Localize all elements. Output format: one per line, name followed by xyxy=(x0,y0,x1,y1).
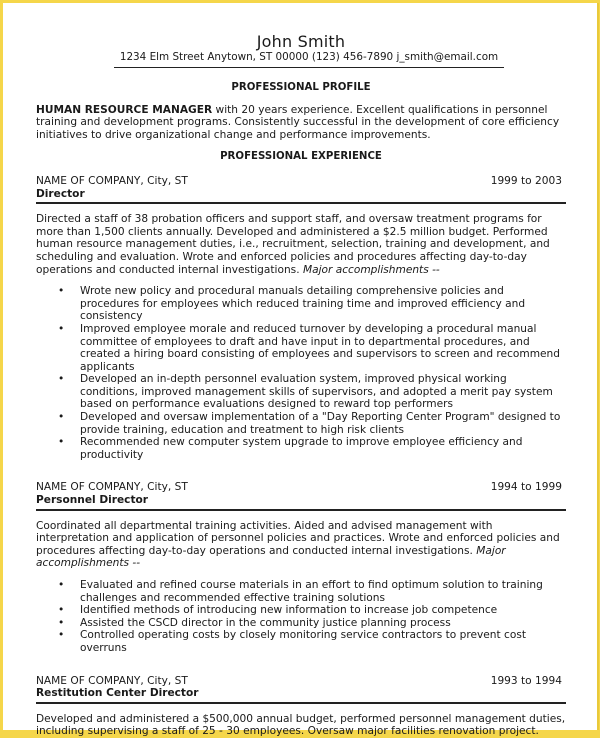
job-company: NAME OF COMPANY, City, ST xyxy=(36,674,188,687)
list-item-text: Controlled operating costs by closely monitoring service contractors to prevent cost overruns xyxy=(80,629,527,654)
list-item xyxy=(58,579,566,604)
list-item-text: Improved employee morale and reduced turnover by developing a procedural manual committee of employees to draft and have input in to departmental procedures, and created a hiring board consisting of employees and supervisors to screen and recommend applicants xyxy=(80,322,560,373)
job-entry xyxy=(36,175,566,461)
page-frame xyxy=(3,3,599,738)
accomplishment-list xyxy=(36,285,566,461)
list-item xyxy=(58,629,566,654)
list-item-text: Developed an in-depth personnel evaluation system, improved physical working conditions, improved management skills of supervisors, and adopted a merit pay system based on performance evaluations designed to reward top performers xyxy=(80,373,553,411)
job-description xyxy=(36,713,566,738)
job-description-text: Developed and administered a $500,000 annual budget, performed personnel management duties, including supervising a staff of 25 - 30 employees. Oversaw major facilities renovation project. xyxy=(36,712,566,738)
candidate-name: John Smith xyxy=(256,32,346,51)
job-description xyxy=(36,520,566,570)
job-entry xyxy=(36,481,566,654)
bullet-icon: • xyxy=(58,322,65,335)
list-item-text: Wrote new policy and procedural manuals detailing comprehensive policies and procedures for employees which reduced training time and improved efficiency and consistency xyxy=(80,285,526,323)
bullet-icon: • xyxy=(58,436,65,449)
accomplishments-label: Major accomplishments -- xyxy=(36,544,506,570)
bullet-icon: • xyxy=(58,616,65,629)
profile-lead: HUMAN RESOURCE MANAGER xyxy=(36,103,213,116)
bullet-icon: • xyxy=(58,373,65,386)
list-item xyxy=(58,373,566,411)
profile-heading: PROFESSIONAL PROFILE xyxy=(231,82,371,93)
job-title: Restitution Center Director xyxy=(36,687,566,704)
job-description-text: Coordinated all departmental training activities. Aided and advised management with interpretation and application of personnel policies and practices. Wrote and enforced policies and procedures affecting day-to-day operations and conducted internal investigations. xyxy=(36,519,560,557)
job-entry xyxy=(36,675,566,738)
list-item xyxy=(58,323,566,373)
list-item-text: Recommended new computer system upgrade to improve employee efficiency and productivity xyxy=(80,436,523,461)
list-item-text: Evaluated and refined course materials in an effort to find optimum solution to training challenges and recommended effective training solutions xyxy=(80,579,543,604)
bullet-icon: • xyxy=(58,285,65,298)
list-item xyxy=(58,411,566,436)
bullet-icon: • xyxy=(58,604,65,617)
accomplishment-list xyxy=(36,579,566,655)
job-header xyxy=(36,675,566,704)
bullet-icon: • xyxy=(58,411,65,424)
resume-page xyxy=(36,3,566,738)
job-dates: 1994 to 1999 xyxy=(490,481,562,494)
job-dates: 1993 to 1994 xyxy=(490,674,562,687)
profile-text: with 20 years experience. Excellent qualifications in personnel training and development programs. Consistently successful in the development of core efficiency initiatives to drive organizational change and performance improvements. xyxy=(36,103,560,141)
accomplishments-label: Major accomplishments -- xyxy=(302,263,440,276)
job-header xyxy=(36,175,566,204)
list-item-text: Identified methods of introducing new information to increase job competence xyxy=(80,604,498,617)
job-company: NAME OF COMPANY, City, ST xyxy=(36,174,188,187)
job-description-text: Directed a staff of 38 probation officers and support staff, and oversaw treatment programs for more than 1,500 clients annually. Developed and administered a $2.5 million budget. Performed human resource management duties, i.e., recruitment, selection, training and development, and scheduling and evaluation. Wrote and enforced policies and procedures affecting day-to-day operations and conducted internal investigations. xyxy=(36,213,550,276)
list-item xyxy=(58,436,566,461)
profile-paragraph xyxy=(36,104,566,142)
list-item xyxy=(58,285,566,323)
job-description xyxy=(36,213,566,276)
list-item-text: Assisted the CSCD director in the community justice planning process xyxy=(80,616,451,629)
list-item xyxy=(58,604,566,617)
job-title: Director xyxy=(36,188,566,205)
contact-line: 1234 Elm Street Anytown, ST 00000 (123) 456-7890 j_smith@email.com xyxy=(114,51,504,68)
list-item xyxy=(58,617,566,630)
bullet-icon: • xyxy=(58,629,65,642)
bullet-icon: • xyxy=(58,579,65,591)
job-title: Personnel Director xyxy=(36,494,566,511)
list-item-text: Developed and oversaw implementation of a "Day Reporting Center Program" designed to provide training, education and treatment to high risk clients xyxy=(80,411,561,436)
job-dates: 1999 to 2003 xyxy=(490,174,562,187)
job-company: NAME OF COMPANY, City, ST xyxy=(36,481,188,494)
experience-heading: PROFESSIONAL EXPERIENCE xyxy=(220,151,382,163)
job-header xyxy=(36,481,566,510)
